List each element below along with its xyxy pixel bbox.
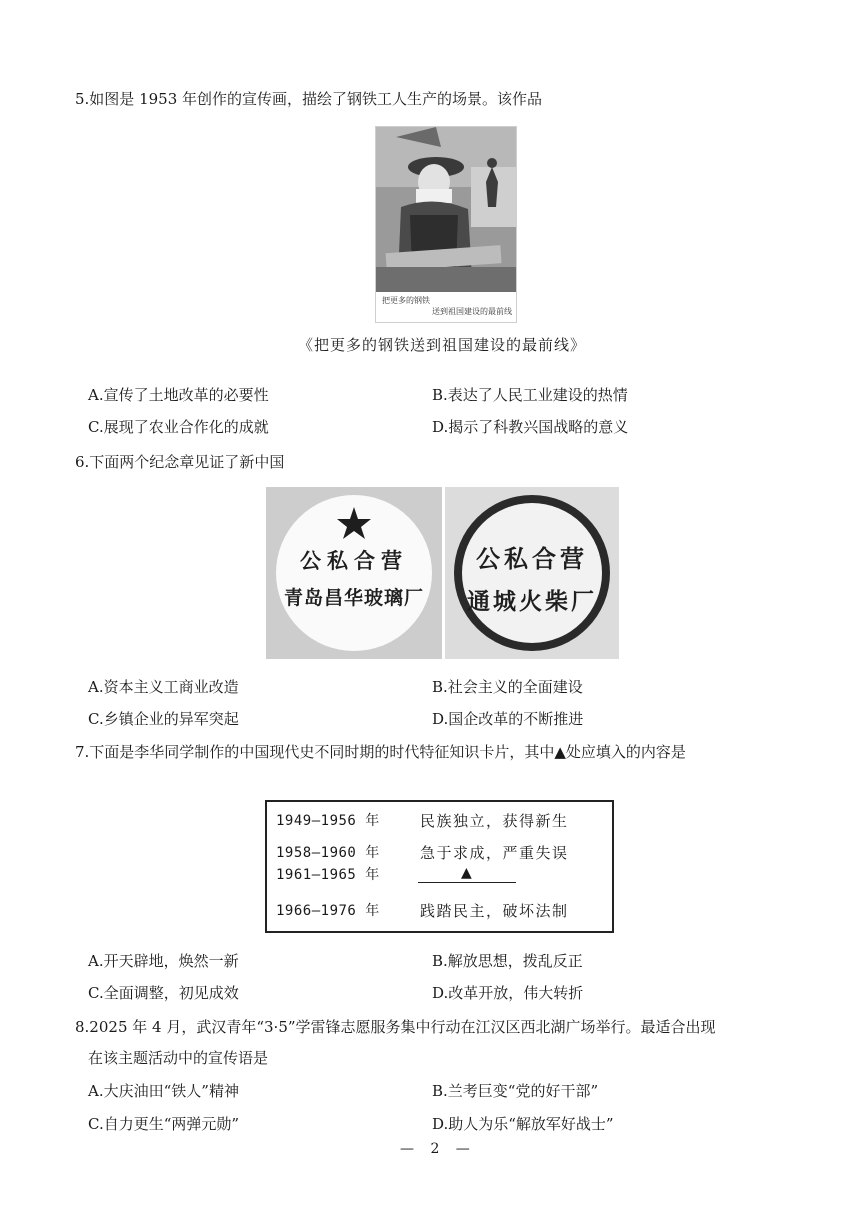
q8-option-a[interactable]: A.大庆油田“铁人”精神 bbox=[88, 1082, 239, 1100]
q7-stem: 7.下面是李华同学制作的中国现代史不同时期的时代特征知识卡片，其中▲处应填入的内容是 bbox=[75, 743, 686, 761]
q6-stem: 6.下面两个纪念章见证了新中国 bbox=[75, 453, 285, 471]
q5-stem: 5.如图是 1953 年创作的宣传画，描绘了钢铁工人生产的场景。该作品 bbox=[75, 90, 543, 108]
card-feature: 践踏民主，破坏法制 bbox=[420, 902, 569, 920]
badge-right-bottom-text: 通城火柴厂 bbox=[467, 588, 597, 615]
commemorative-badge-right bbox=[445, 487, 619, 659]
q7-option-c[interactable]: C.全面调整，初见成效 bbox=[88, 984, 239, 1002]
badge-left-bottom-text: 青岛昌华玻璃厂 bbox=[283, 587, 424, 609]
q5-option-c[interactable]: C.展现了农业合作化的成就 bbox=[88, 418, 269, 436]
blank-marker-triangle: ▲ bbox=[461, 865, 472, 881]
q7-option-a[interactable]: A.开天辟地，焕然一新 bbox=[88, 952, 239, 970]
steelworker-illustration bbox=[376, 127, 516, 292]
propaganda-poster-image bbox=[375, 126, 517, 323]
q6-option-c[interactable]: C.乡镇企业的异军突起 bbox=[88, 710, 239, 728]
q6-option-a[interactable]: A.资本主义工商业改造 bbox=[88, 678, 239, 696]
poster-caption bbox=[380, 295, 512, 317]
poster-caption-line2: 送到祖国建设的最前线 bbox=[432, 307, 512, 316]
card-period: 1958—1960 年 bbox=[276, 845, 380, 861]
q8-option-b[interactable]: B.兰考巨变“党的好干部” bbox=[432, 1082, 599, 1100]
commemorative-badge-left bbox=[266, 487, 442, 659]
poster-caption-line1: 把更多的钢铁 bbox=[382, 296, 430, 305]
badge-left-top-text: 公私合营 bbox=[300, 548, 408, 573]
card-period: 1949—1956 年 bbox=[276, 813, 380, 829]
q5-image-caption: 《把更多的钢铁送到祖国建设的最前线》 bbox=[298, 336, 587, 354]
q7-option-b[interactable]: B.解放思想，拨乱反正 bbox=[432, 952, 583, 970]
q6-option-d[interactable]: D.国企改革的不断推进 bbox=[432, 710, 584, 728]
card-row bbox=[267, 864, 612, 894]
knowledge-card bbox=[265, 800, 614, 933]
badge-right-top-text: 公私合营 bbox=[476, 544, 588, 573]
q8-option-d[interactable]: D.助人为乐“解放军好战士” bbox=[432, 1115, 614, 1133]
q6-option-b[interactable]: B.社会主义的全面建设 bbox=[432, 678, 583, 696]
answer-blank-line[interactable] bbox=[418, 882, 516, 883]
card-period: 1966—1976 年 bbox=[276, 903, 380, 919]
q8-stem-line1: 8.2025 年 4 月，武汉青年“3·5”学雷锋志愿服务集中行动在江汉区西北湖广场举行。最适合出现 bbox=[75, 1018, 716, 1036]
q7-option-d[interactable]: D.改革开放，伟大转折 bbox=[432, 984, 584, 1002]
q5-option-d[interactable]: D.揭示了科教兴国战略的意义 bbox=[432, 418, 629, 436]
q5-option-b[interactable]: B.表达了人民工业建设的热情 bbox=[432, 386, 628, 404]
card-row bbox=[267, 810, 612, 840]
q8-stem-line2: 在该主题活动中的宣传语是 bbox=[88, 1049, 269, 1067]
q5-option-a[interactable]: A.宣传了土地改革的必要性 bbox=[88, 386, 269, 404]
card-row bbox=[267, 900, 612, 930]
page-number: — 2 — bbox=[400, 1141, 476, 1157]
card-feature: 民族独立，获得新生 bbox=[420, 812, 569, 830]
q8-option-c[interactable]: C.自力更生“两弹元勋” bbox=[88, 1115, 240, 1133]
card-feature: 急于求成，严重失误 bbox=[420, 844, 569, 862]
card-period: 1961—1965 年 bbox=[276, 867, 380, 883]
